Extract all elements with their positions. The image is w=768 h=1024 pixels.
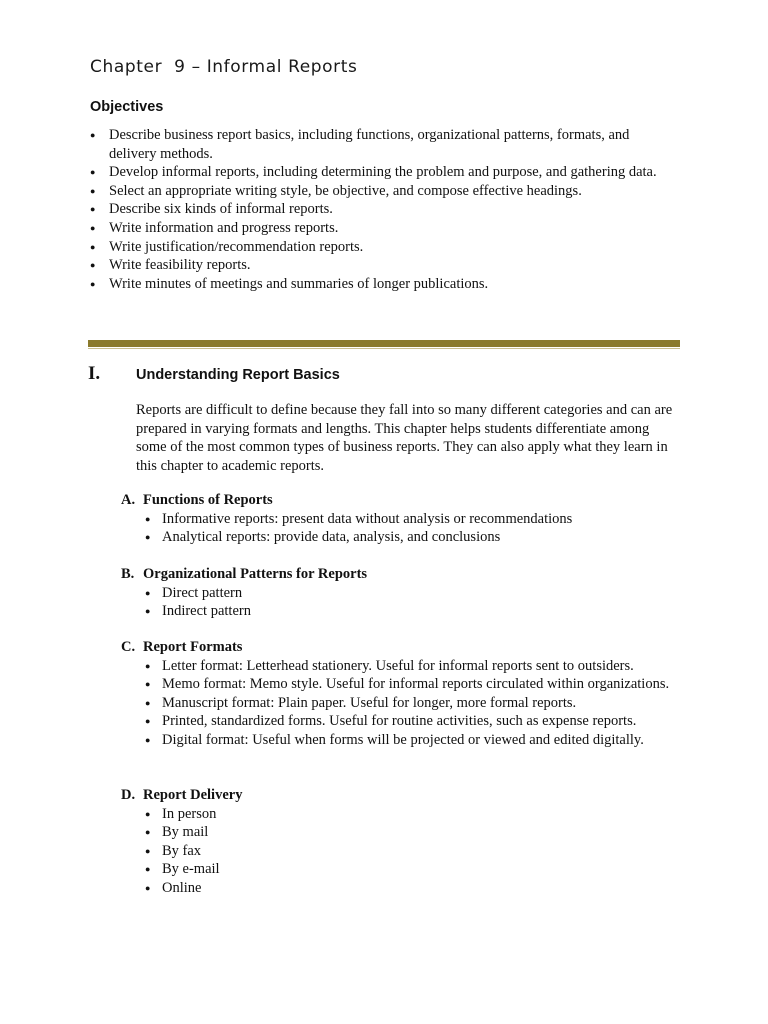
list-item: ● Develop informal reports, including determining the problem and purpose, and gathering data. [90,164,657,181]
bullet-icon: ● [90,260,96,271]
bullet-icon: ● [90,167,96,178]
list-item: ● Online [145,879,202,896]
objectives-heading: Objectives [90,99,164,115]
subsection-functions [121,491,681,547]
subsection-formats [121,638,681,750]
list-item: ● Manuscript format: Plain paper. Useful for longer, more formal reports. [145,694,577,711]
list-item: ● Digital format: Useful when forms will be projected or viewed and edited digitally. [145,731,644,748]
bullet-icon: ● [145,734,151,745]
list-item: ● Indirect pattern [145,603,251,620]
list-item: ● Informative reports: present data without analysis or recommendations [145,510,573,527]
subsection-patterns [121,565,681,621]
bullet-icon: ● [145,827,151,838]
section-heading: Understanding Report Basics [136,367,340,383]
subsection-heading: A. Functions of Reports [121,492,273,508]
list-item: ● Describe six kinds of informal reports. [90,201,333,218]
section-numeral: I. [88,363,101,384]
objectives-list [90,126,670,293]
list-item: ● Direct pattern [145,584,243,601]
list-item: ● Write justification/recommendation reports. [90,238,364,255]
list-item: ● By fax [145,842,202,859]
list-item: ● Analytical reports: provide data, analysis, and conclusions [145,529,501,546]
bullet-icon: ● [145,697,151,708]
bullet-icon: ● [145,864,151,875]
list-item: ● Write information and progress reports. [90,219,339,236]
subsection-list [121,510,681,547]
bullet-icon: ● [145,513,151,524]
section-paragraph: Reports are difficult to define because they fall into so many different categories and can are prepared in varying formats and lengths. This chapter helps students differentiate among some of the most common types of business reports. They can also apply what they learn in this chapter to academic reports. [136,402,673,474]
list-item: ● Select an appropriate writing style, be objective, and compose effective headings. [90,182,582,199]
bullet-icon: ● [90,241,96,252]
list-item: ● Describe business report basics, including functions, organizational patterns, formats, and delivery methods. [90,127,630,162]
bullet-icon: ● [145,808,151,819]
list-item: ● Memo format: Memo style. Useful for informal reports circulated within organizations. [145,676,670,693]
list-item: ● By mail [145,824,209,841]
section-divider-underline [88,348,680,349]
bullet-icon: ● [90,204,96,215]
subsection-list [121,584,681,621]
list-item: ● Printed, standardized forms. Useful for routine activities, such as expense reports. [145,713,637,730]
list-item: ● Write feasibility reports. [90,257,251,274]
bullet-icon: ● [145,845,151,856]
section-divider [88,340,680,347]
chapter-title: Chapter 9 – Informal Reports [90,57,358,77]
bullet-icon: ● [90,185,96,196]
subsection-heading: C. Report Formats [121,639,243,655]
bullet-icon: ● [145,532,151,543]
bullet-icon: ● [145,606,151,617]
bullet-icon: ● [145,716,151,727]
subsection-list [121,657,681,750]
list-item: ● In person [145,805,217,822]
bullet-icon: ● [145,587,151,598]
bullet-icon: ● [145,679,151,690]
subsection-heading: D. Report Delivery [121,787,243,803]
bullet-icon: ● [90,130,96,140]
list-item: ● Letter format: Letterhead stationery. Useful for informal reports sent to outsiders. [145,657,634,674]
subsection-heading: B. Organizational Patterns for Reports [121,566,368,582]
list-item: ● By e-mail [145,861,220,878]
bullet-icon: ● [90,222,96,233]
bullet-icon: ● [90,278,96,289]
subsection-delivery [121,786,681,898]
subsection-list [121,805,681,898]
list-item: ● Write minutes of meetings and summaries of longer publications. [90,275,489,292]
bullet-icon: ● [145,660,151,671]
bullet-icon: ● [145,882,151,893]
